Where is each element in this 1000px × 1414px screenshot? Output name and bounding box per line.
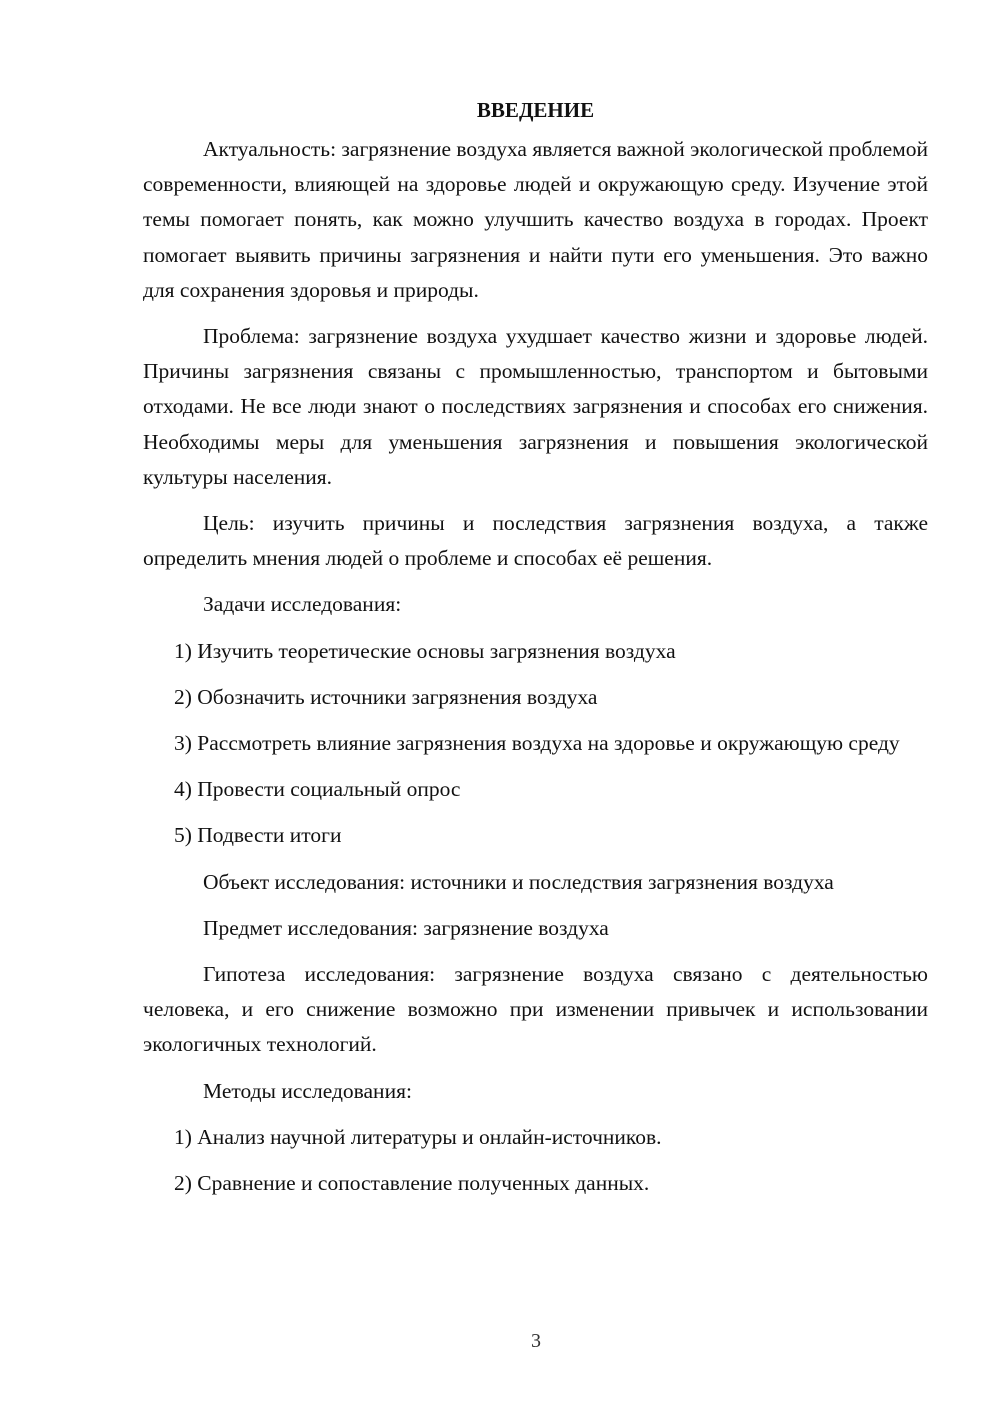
paragraph-object: Объект исследования: источники и последствия загрязнения воздуха <box>203 869 834 894</box>
method-item-1: 1) Анализ научной литературы и онлайн-источников. <box>174 1124 662 1149</box>
task-item-5: 5) Подвести итоги <box>174 823 342 848</box>
task-item-3: 3) Рассмотреть влияние загрязнения воздуха на здоровье и окружающую среду <box>174 731 900 756</box>
task-item-2: 2) Обозначить источники загрязнения воздуха <box>174 684 598 709</box>
paragraph-hypothesis: Гипотеза исследования: загрязнение воздуха связано с деятельностью человека, и его снижение возможно при изменении привычек и использовании экологичных технологий. <box>143 962 928 1057</box>
paragraph-problem: Проблема: загрязнение воздуха ухудшает качество жизни и здоровье людей. Причины загрязнения связаны с промышленностью, транспортом и бытовыми отходами. Не все люди знают о последствиях загрязнения и способах его снижения. Необходимы меры для уменьшения загрязнения и повышения экологической культуры населения. <box>143 324 928 489</box>
task-item-1: 1) Изучить теоретические основы загрязнения воздуха <box>174 638 676 663</box>
paragraph-relevance: Актуальность: загрязнение воздуха является важной экологической проблемой современности, влияющей на здоровье людей и окружающую среду. Изучение этой темы помогает понять, как можно улучшить качество воздуха в городах. Проект помогает выявить причины загрязнения и найти пути его уменьшения. Это важно для сохранения здоровья и природы. <box>143 137 928 302</box>
task-item-4: 4) Провести социальный опрос <box>174 777 461 802</box>
methods-heading: Методы исследования: <box>203 1078 412 1103</box>
method-item-2: 2) Сравнение и сопоставление полученных данных. <box>174 1171 650 1196</box>
page-number: 3 <box>531 1330 541 1352</box>
tasks-heading: Задачи исследования: <box>203 592 402 617</box>
document-page <box>143 92 928 1212</box>
paragraph-goal: Цель: изучить причины и последствия загрязнения воздуха, а также определить мнения людей о проблеме и способах её решения. <box>143 511 928 571</box>
paragraph-subject: Предмет исследования: загрязнение воздуха <box>203 915 609 940</box>
page-title: ВВЕДЕНИЕ <box>476 98 595 122</box>
